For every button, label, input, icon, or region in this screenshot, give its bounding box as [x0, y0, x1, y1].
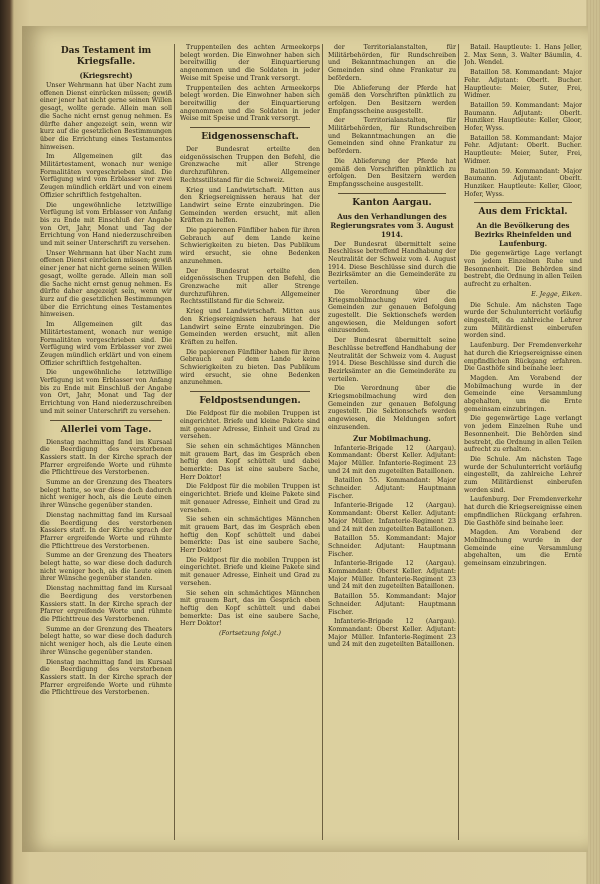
- article-heading: Das Testament im Kriegsfalle.: [60, 46, 152, 67]
- divider: [50, 420, 162, 421]
- column-3: [328, 44, 456, 844]
- column-divider: [458, 44, 459, 840]
- paragraph: Dienstag nachmittag fand im Kursaal die Beerdigung des verstorbenen Kassiers statt. In der Kirche sprach der Pfarrer ergreifende Worte und rühmte die Pflichttreue des Verstorbenen.: [40, 658, 172, 697]
- paragraph: der Territorialanstalten, für Militärbehörden, für Rundschreiben und Bekanntmachungen an die Gemeinden sind ohne Frankatur zu befördern.: [328, 117, 456, 156]
- author-signature: E. Jegge, Eiken.: [531, 290, 582, 298]
- paragraph: Summe an der Grenzung des Theaters belegt hatte, so war diese doch dadurch nicht weniger hoch, als die Leute einen ihrer Wünsche gegenüber standen.: [40, 552, 172, 583]
- paragraph: Bataillon 58. Kommandant: Major Fehr. Adjutant: Oberlt. Bucher. Hauptleute: Meier, Suter, Frei, Widmer.: [464, 69, 582, 100]
- section-heading: Zur Mobilmachung.: [353, 433, 431, 443]
- paragraph: Der Bundesrat erteilte den eidgenössischen Truppen den Befehl, die Grenzwache mit aller Strenge durchzuführen. Allgemeiner Rechtsstillstand für die Schweiz.: [180, 146, 320, 184]
- paragraph: Die Schule. Am nächsten Tage wurde der Schulunterricht vorläufig eingestellt, da zahlreiche Lehrer zum Militärdienst einberufen worden sind.: [464, 301, 582, 340]
- paragraph: Truppenteilen des achten Armeekorps belegt worden. Die Einwohner haben sich bereitwillig der Einquartierung angenommen und die Soldaten in jeder Weise mit Speise und Trank versorgt.: [180, 44, 320, 82]
- article-subheading: (Kriegsrecht): [79, 71, 133, 80]
- column-1: [40, 44, 172, 844]
- paragraph: Die Verordnung über die Kriegsmobilmachung wird den Gemeinden zur genauen Befolgung zugestellt. Die Sektionschefs werden angewiesen, die Meldungen sofort einzusenden.: [328, 288, 456, 335]
- divider: [190, 127, 310, 128]
- article-heading: Aus dem Fricktal.: [478, 207, 568, 218]
- paragraph: Summe an der Grenzung des Theaters belegt hatte, so war diese doch dadurch nicht weniger hoch, als die Leute einen ihrer Wünsche gegenüber standen.: [40, 479, 172, 510]
- paragraph: Die gegenwärtige Lage verlangt von jedem Einzelnen Ruhe und Besonnenheit. Die Behörden sind bestrebt, die Ordnung in allen Teilen aufrecht zu erhalten.: [464, 415, 582, 454]
- page-edges: [586, 0, 600, 884]
- column-4: [464, 44, 582, 844]
- paragraph: Krieg und Landwirtschaft. Mitten aus den Kriegsereignissen heraus hat der Landwirt seine Ernte einzubringen. Die Gemeinden werden ersucht, mit allen Kräften zu helfen.: [180, 308, 320, 346]
- continuation-note: (Fortsetzung folgt.): [219, 630, 281, 638]
- paragraph: Die Verordnung über die Kriegsmobilmachung wird den Gemeinden zur genauen Befolgung zugestellt. Die Sektionschefs werden angewiesen, die Meldungen sofort einzusenden.: [328, 385, 456, 431]
- paragraph: Die Feldpost für die mobilen Truppen ist eingerichtet. Briefe und kleine Pakete sind mit genauer Adresse, Einheit und Grad zu versehen.: [180, 556, 320, 587]
- paragraph: Infanterie-Brigade 12 (Aargau). Kommandant: Oberst Keller. Adjutant: Major Müller. Infanterie-Regiment 23 und 24 mit den zugeteilten Bataillonen.: [328, 618, 456, 649]
- paragraph: Der Bundesrat erteilte den eidgenössischen Truppen den Befehl, die Grenzwache mit aller Strenge durchzuführen. Allgemeiner Rechtsstillstand für die Schweiz.: [180, 267, 320, 306]
- paragraph: Sie sehen ein schmächtiges Männchen mit grauem Bart, das im Gespräch eben heftig den Kopf schüttelt und dabei bemerkte: Das ist eine saubere Sache, Herr Doktor!: [180, 442, 320, 481]
- paragraph: Laufenburg. Der Fremdenverkehr hat durch die Kriegsereignisse einen empfindlichen Rückgang erfahren. Die Gasthöfe sind beinahe leer.: [464, 342, 582, 373]
- paragraph: Die ungewöhnliche letztwillige Verfügung ist vom Erblasser von Anfang bis zu Ende mit Einschluß der Angabe von Ort, Jahr, Monat und Tag der Errichtung von Hand niederzuschreiben und mit seiner Unterschrift zu versehen.: [40, 369, 172, 415]
- paragraph: Die Feldpost für die mobilen Truppen ist eingerichtet. Briefe und kleine Pakete sind mit genauer Adresse, Einheit und Grad zu versehen.: [180, 410, 320, 441]
- paragraph: der Territorialanstalten, für Militärbehörden, für Rundschreiben und Bekanntmachungen an die Gemeinden sind ohne Frankatur zu befördern.: [328, 44, 456, 82]
- divider: [190, 391, 310, 392]
- paragraph: Dienstag nachmittag fand im Kursaal die Beerdigung des verstorbenen Kassiers statt. In der Kirche sprach der Pfarrer ergreifende Worte und rühmte die Pflichttreue des Verstorbenen.: [40, 511, 172, 550]
- paragraph: Summe an der Grenzung des Theaters belegt hatte, so war diese doch dadurch nicht weniger hoch, als die Leute einen ihrer Wünsche gegenüber standen.: [40, 625, 172, 656]
- paragraph: Im Allgemeinen gilt das Militärtestament, wonach nur wenige Formalitäten vorgeschrieben sind. Die Verfügung wird vom Erblasser vor zwei Zeugen mündlich erklärt und von einem Offizier schriftlich festgehalten.: [40, 321, 172, 367]
- paragraph: Infanterie-Brigade 12 (Aargau). Kommandant: Oberst Keller. Adjutant: Major Müller. Infanterie-Regiment 23 und 24 mit den zugeteilten Bataillonen.: [328, 560, 456, 591]
- paragraph: Der Bundesrat übermittelt seine Beschlüsse betreffend Handhabung der Neutralität der Schweiz vom 4. August 1914. Diese Beschlüsse sind durch die Bezirksämter an die Gemeinderäte zu verteilen.: [328, 337, 456, 383]
- paragraph: Der Bundesrat übermittelt seine Beschlüsse betreffend Handhabung der Neutralität der Schweiz vom 4. August 1914. Diese Beschlüsse sind durch die Bezirksämter an die Gemeinderäte zu verteilen.: [328, 240, 456, 287]
- paragraph: Bataillon 55. Kommandant: Major Schneider. Adjutant: Hauptmann Fischer.: [328, 535, 456, 558]
- paragraph: Magden. Am Vorabend der Mobilmachung wurde in der Gemeinde eine Versammlung abgehalten, um die Ernte gemeinsam einzubringen.: [464, 374, 582, 413]
- paragraph: Krieg und Landwirtschaft. Mitten aus den Kriegsereignissen heraus hat der Landwirt seine Ernte einzubringen. Die Gemeinden werden ersucht, mit allen Kräften zu helfen.: [180, 186, 320, 225]
- paragraph: Bataillon 55. Kommandant: Major Schneider. Adjutant: Hauptmann Fischer.: [328, 477, 456, 500]
- paragraph: Laufenburg. Der Fremdenverkehr hat durch die Kriegsereignisse einen empfindlichen Rückgang erfahren. Die Gasthöfe sind beinahe leer.: [464, 496, 582, 527]
- paragraph: Die Ablieferung der Pferde hat gemäß den Vorschriften pünktlich zu erfolgen. Den Besitzern werden Empfangsscheine ausgestellt.: [328, 84, 456, 115]
- paragraph: Die ungewöhnliche letztwillige Verfügung ist vom Erblasser von Anfang bis zu Ende mit Einschluß der Angabe von Ort, Jahr, Monat und Tag der Errichtung von Hand niederzuschreiben und mit seiner Unterschrift zu versehen.: [40, 201, 172, 248]
- paragraph: Batail. Hauptleute: 1. Hans Jeller, 2. Max Senn, 3. Walter Bäumlin, 4. Joh. Wendel.: [464, 44, 582, 67]
- paragraph: Truppenteilen des achten Armeekorps belegt worden. Die Einwohner haben sich bereitwillig der Einquartierung angenommen und die Soldaten in jeder Weise mit Speise und Trank versorgt.: [180, 84, 320, 123]
- divider: [338, 193, 446, 194]
- paragraph: Unser Wehrmann hat über Nacht zum offenen Dienst einrücken müssen; gewiß einer jener hat nicht gerne seinen Willen gesagt, wollte gerade. Allein man soll die Sache nicht ernst genug nehmen. Es dürfte daher angezeigt sein, wenn wir kurz auf die gesetzlichen Bestimmungen über die Errichtung eines Testamentes hinweisen.: [40, 82, 172, 151]
- article-heading: Eidgenossenschaft.: [201, 132, 299, 143]
- paragraph: Die gegenwärtige Lage verlangt von jedem Einzelnen Ruhe und Besonnenheit. Die Behörden sind bestrebt, die Ordnung in allen Teilen aufrecht zu erhalten.: [464, 250, 582, 289]
- paragraph: Sie sehen ein schmächtiges Männchen mit grauem Bart, das im Gespräch eben heftig den Kopf schüttelt und dabei bemerkte: Das ist eine saubere Sache, Herr Doktor!: [180, 589, 320, 628]
- paragraph: Die Schule. Am nächsten Tage wurde der Schulunterricht vorläufig eingestellt, da zahlreiche Lehrer zum Militärdienst einberufen worden sind.: [464, 455, 582, 494]
- newspaper-page: [22, 26, 588, 852]
- article-heading: Kanton Aargau.: [352, 197, 432, 208]
- paragraph: Die Ablieferung der Pferde hat gemäß den Vorschriften pünktlich zu erfolgen. Den Besitzern werden Empfangsscheine ausgestellt.: [328, 157, 456, 188]
- paragraph: Bataillon 55. Kommandant: Major Schneider. Adjutant: Hauptmann Fischer.: [328, 593, 456, 616]
- article-heading: Allerlei vom Tage.: [60, 424, 152, 435]
- column-divider: [174, 44, 175, 840]
- paragraph: Sie sehen ein schmächtiges Männchen mit grauem Bart, das im Gespräch eben heftig den Kopf schüttelt und dabei bemerkte: Das ist eine saubere Sache, Herr Doktor!: [180, 516, 320, 555]
- article-subheading: An die Bevölkerung des Bezirks Rheinfelden und Laufenburg.: [474, 221, 572, 249]
- paragraph: Die papierenen Fünfliber haben für ihren Gebrauch auf dem Lande keine Schwierigkeiten zu bieten. Das Publikum wird ersucht, sie ohne Bedenken anzunehmen.: [180, 227, 320, 265]
- article-heading: Feldpostsendungen.: [199, 396, 301, 407]
- article-subheading: Aus den Verhandlungen des Regierungsrates vom 3. August 1914.: [330, 211, 454, 239]
- paragraph: Dienstag nachmittag fand im Kursaal die Beerdigung des verstorbenen Kassiers statt. In der Kirche sprach der Pfarrer ergreifende Worte und rühmte die Pflichttreue des Verstorbenen.: [40, 585, 172, 623]
- paragraph: Bataillon 59. Kommandant: Major Baumann. Adjutant: Oberlt. Hunziker. Hauptleute: Keller, Gloor, Hofer, Wyss.: [464, 101, 582, 133]
- paragraph: Die Feldpost für die mobilen Truppen ist eingerichtet. Briefe und kleine Pakete sind mit genauer Adresse, Einheit und Grad zu versehen.: [180, 483, 320, 514]
- paragraph: Im Allgemeinen gilt das Militärtestament, wonach nur wenige Formalitäten vorgeschrieben sind. Die Verfügung wird vom Erblasser vor zwei Zeugen mündlich erklärt und von einem Offizier schriftlich festgehalten.: [40, 153, 172, 199]
- paragraph: Infanterie-Brigade 12 (Aargau). Kommandant: Oberst Keller. Adjutant: Major Müller. Infanterie-Regiment 23 und 24 mit den zugeteilten Bataillonen.: [328, 444, 456, 475]
- paragraph: Die papierenen Fünfliber haben für ihren Gebrauch auf dem Lande keine Schwierigkeiten zu bieten. Das Publikum wird ersucht, sie ohne Bedenken anzunehmen.: [180, 348, 320, 387]
- paragraph: Infanterie-Brigade 12 (Aargau). Kommandant: Oberst Keller. Adjutant: Major Müller. Infanterie-Regiment 23 und 24 mit den zugeteilten Bataillonen.: [328, 502, 456, 533]
- divider: [474, 202, 572, 203]
- paragraph: Bataillon 58. Kommandant: Major Fehr. Adjutant: Oberlt. Bucher. Hauptleute: Meier, Suter, Frei, Widmer.: [464, 134, 582, 165]
- paragraph: Magden. Am Vorabend der Mobilmachung wurde in der Gemeinde eine Versammlung abgehalten, um die Ernte gemeinsam einzubringen.: [464, 529, 582, 568]
- column-divider: [322, 44, 323, 840]
- paragraph: Unser Wehrmann hat über Nacht zum offenen Dienst einrücken müssen; gewiß einer jener hat nicht gerne seinen Willen gesagt, wollte gerade. Allein man soll die Sache nicht ernst genug nehmen. Es dürfte daher angezeigt sein, wenn wir kurz auf die gesetzlichen Bestimmungen über die Errichtung eines Testamentes hinweisen.: [40, 249, 172, 319]
- column-2: [180, 44, 320, 844]
- paragraph: Bataillon 59. Kommandant: Major Baumann. Adjutant: Oberlt. Hunziker. Hauptleute: Keller, Gloor, Hofer, Wyss.: [464, 167, 582, 198]
- paragraph: Dienstag nachmittag fand im Kursaal die Beerdigung des verstorbenen Kassiers statt. In der Kirche sprach der Pfarrer ergreifende Worte und rühmte die Pflichttreue des Verstorbenen.: [40, 438, 172, 477]
